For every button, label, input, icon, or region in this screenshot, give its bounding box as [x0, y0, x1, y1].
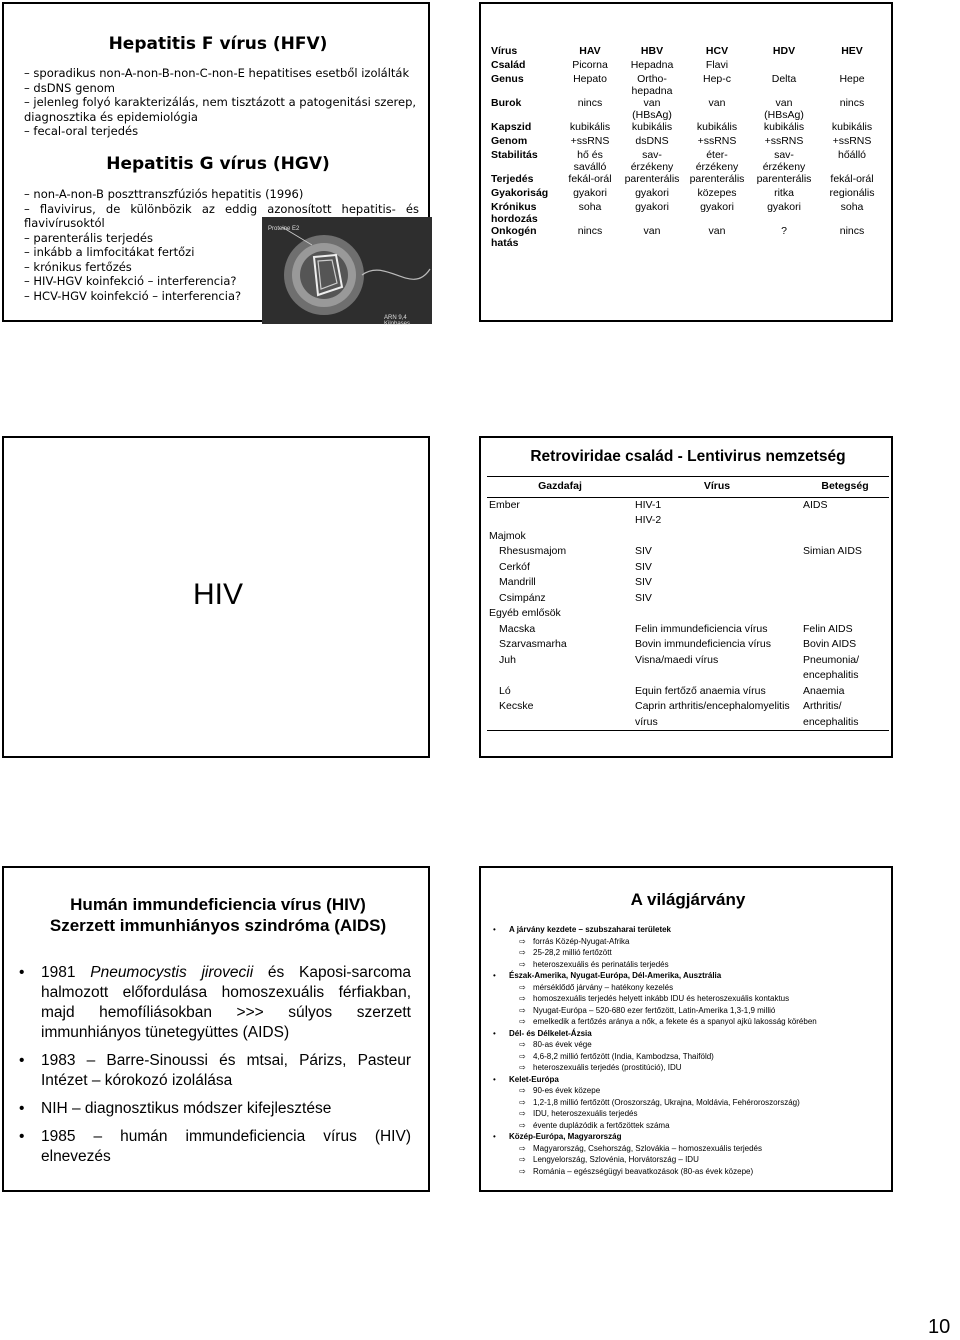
virus-cell [633, 606, 801, 622]
table-cell: fekál-orál [568, 173, 612, 185]
host-cell: Majmok [489, 529, 526, 542]
table-cell: éter- érzékeny [695, 149, 739, 173]
table-cell: Hepato [573, 73, 607, 85]
hiv-history-title [4, 894, 432, 936]
table-row [487, 497, 889, 513]
table-cell [817, 59, 887, 73]
host-cell [487, 513, 633, 529]
table-cell: gyakori [700, 201, 734, 213]
virus-cell: Bovin immundeficiencia vírus [635, 638, 771, 650]
hfv-list [24, 66, 419, 139]
virus-cell: Equin fertőző anaemia vírus [635, 684, 766, 697]
hgv-item: – non-A-non-B poszttranszfúziós hepatitis (1996) [24, 187, 304, 201]
host-cell: Csimpánz [499, 591, 546, 604]
table-cell: kubikális [569, 121, 611, 133]
table-cell: gyakori [573, 187, 607, 199]
pandemic-title: A világjárvány [630, 890, 746, 909]
host-cell: Cerkóf [499, 560, 530, 573]
hiv-history-list [19, 963, 411, 1175]
history-bullet: • 1983 – Barre-Sinoussi és mtsai, Párizs, Pasteur Intézet – kórokozó izolálása [19, 1051, 411, 1091]
title-line: Humán immundeficiencia vírus (HIV) [70, 895, 366, 914]
table-row [489, 97, 887, 121]
region-detail: ⇨ 25-28,2 millió fertőzött [491, 947, 889, 959]
table-row [489, 149, 887, 173]
host-cell: Mandrill [499, 576, 536, 588]
region-detail: ⇨ mérséklődő járvány – hatékony kezelés [491, 982, 889, 994]
table-cell: nincs [839, 225, 865, 237]
hepatitis-virus-table [489, 45, 887, 249]
table-cell: gyakori [767, 201, 801, 213]
virus-cell: SIV [635, 591, 652, 604]
table-cell: Hepadna [630, 59, 674, 71]
slide-retroviridae [479, 436, 893, 758]
table-cell: gyakori [635, 187, 669, 199]
table-cell: +ssRNS [764, 135, 804, 147]
host-cell: Ló [499, 684, 511, 697]
slide-hepatitis-table [479, 2, 893, 322]
table-cell: Onkogén hatás [491, 225, 537, 249]
table-cell: nincs [577, 97, 603, 109]
table-cell: +ssRNS [832, 135, 872, 147]
table-header-row [487, 477, 889, 498]
hgv-item: – HIV-HGV koinfekció – interferencia? [24, 274, 237, 288]
table-cell: van [643, 225, 661, 237]
region-detail: ⇨ heteroszexuális és perinatális terjedés [491, 959, 889, 971]
host-cell: Juh [499, 653, 516, 666]
header-cell: Vírus [491, 45, 518, 57]
table-row [487, 622, 889, 638]
table-row [489, 135, 887, 149]
disease-cell: Pneumonia/ encephalitis [803, 653, 860, 681]
table-row [489, 225, 887, 249]
lentivirus-table [487, 476, 889, 731]
header-cell: HCV [705, 45, 729, 57]
table-cell: hő és saválló [573, 149, 607, 173]
header-cell: HBV [640, 45, 664, 57]
header-cell: HDV [772, 45, 796, 57]
table-cell: nincs [839, 97, 865, 109]
disease-cell: Felin AIDS [803, 622, 853, 635]
table-cell: parenterális [624, 173, 680, 185]
table-row [489, 73, 887, 97]
table-cell: sav- érzékeny [762, 149, 806, 173]
hfv-item: – dsDNS genom [24, 80, 116, 95]
history-bullet: • 1981 Pneumocystis jirovecii és Kaposi-sarcoma halmozott előfordulása homoszexuális férfiakban, majd hemofíliásokban >>> súlyos szerzett immunhiányos tünetegyüttes (AIDS) [19, 963, 411, 1043]
table-cell: kubikális [763, 121, 805, 133]
disease-cell [801, 529, 889, 545]
region-detail: ⇨ heteroszexuális terjedés (prostitúció), IDU [491, 1062, 889, 1074]
virus-cell: HIV-2 [635, 514, 662, 526]
region-heading: • A járvány kezdete – szubszaharai területek [491, 924, 889, 936]
slide-hiv-title [2, 436, 430, 758]
table-cell: hőálló [837, 149, 867, 161]
table-cell: Hep-c [702, 73, 731, 85]
region-detail: ⇨ Románia – egészségügyi beavatkozások (80-as évek közepe) [491, 1166, 889, 1178]
table-cell: közepes [697, 187, 737, 199]
table-row [489, 201, 887, 225]
table-row [487, 591, 889, 607]
table-row [487, 699, 889, 731]
region-heading: • Közép-Európa, Magyarország [491, 1131, 889, 1143]
table-cell: Burok [491, 97, 522, 109]
table-cell: van [708, 97, 726, 109]
table-cell: van (HBsAg) [764, 97, 804, 121]
virus-cell: Visna/maedi vírus [635, 653, 719, 666]
table-cell: soha [840, 201, 864, 213]
virus-cell: HIV-1 [635, 498, 662, 511]
table-cell: Stabilitás [491, 149, 538, 161]
disease-cell [801, 606, 889, 622]
hiv-title: HIV [192, 578, 243, 611]
host-cell: Rhesusmajom [499, 545, 567, 557]
header-cell: Gazdafaj [487, 477, 633, 498]
virus-cell: Caprin arthritis/encephalomyelitis vírus [633, 699, 801, 731]
table-cell: dsDNS [635, 135, 669, 147]
hgv-item: – flavivirus, de különbözik az eddig azonosított hepatitis- és [24, 201, 419, 216]
table-row [489, 173, 887, 187]
hfv-item: – fecal-oral terjedés [24, 124, 139, 138]
disease-cell: AIDS [803, 498, 828, 511]
pandemic-list [491, 924, 889, 1177]
table-row [489, 59, 887, 73]
region-detail: ⇨ 4,6-8,2 millió fertőzött (India, Kambodzsa, Thaiföld) [491, 1051, 889, 1063]
table-row [487, 529, 889, 545]
image-label: ARN 9,4 Kilobases [384, 315, 411, 327]
hgv-item: – inkább a limfocitákat fertőzi [24, 245, 195, 259]
virus-cell: SIV [635, 545, 652, 557]
region-detail: ⇨ Lengyelország, Szlovénia, Horvátország – IDU [491, 1154, 889, 1166]
disease-cell [801, 591, 889, 607]
table-cell: Genom [491, 135, 528, 147]
hfv-item: – jelenleg folyó karakterizálás, nem tisztázott a patogenitási szerep, [24, 95, 417, 109]
table-cell: ritka [774, 187, 794, 199]
table-cell: Flavi [705, 59, 729, 71]
table-cell: Kapszid [491, 121, 532, 133]
table-cell: kubikális [631, 121, 673, 133]
virus-cell: SIV [635, 560, 652, 573]
table-cell: kubikális [831, 121, 873, 133]
hgv-item: – krónikus fertőzés [24, 259, 132, 274]
table-row [487, 575, 889, 591]
table-cell: ? [781, 225, 787, 237]
host-cell: Ember [489, 498, 520, 511]
image-label: Proteine E2 [268, 226, 300, 232]
header-cell: Betegség [801, 477, 889, 498]
disease-cell: Bovin AIDS [803, 638, 857, 650]
region-detail: ⇨ 90-es évek közepe [491, 1085, 889, 1097]
region-detail: ⇨ 1,2-1,8 millió fertőzött (Oroszország, Ukrajna, Moldávia, Fehéroroszország) [491, 1097, 889, 1109]
table-cell: Picorna [572, 59, 608, 71]
host-cell: Egyéb emlősök [489, 607, 561, 619]
hgv-item: flavivírusoktól [24, 216, 105, 230]
table-cell: Gyakoriság [491, 187, 549, 199]
hgv-item: – HCV-HGV koinfekció – interferencia? [24, 288, 242, 303]
table-row [489, 187, 887, 201]
table-cell: Terjedés [491, 173, 534, 185]
virus-cell [633, 529, 801, 545]
table-cell: Család [491, 59, 526, 71]
hgv-item: – parenterális terjedés [24, 230, 153, 245]
slide-hepatitis-f-g [2, 2, 430, 327]
table-cell: van [708, 225, 726, 237]
region-detail: ⇨ Nyugat-Európa – 520-680 ezer fertőzött, Latin-Amerika 1,3-1,9 millió [491, 1005, 889, 1017]
table-row [487, 684, 889, 700]
region-detail: ⇨ Magyarország, Csehország, Szlovákia – homoszexuális terjedés [491, 1143, 889, 1155]
disease-cell: Simian AIDS [803, 545, 862, 557]
title-line: Szerzett immunhiányos szindróma (AIDS) [49, 916, 387, 935]
table-cell: regionális [829, 187, 875, 199]
table-row [487, 653, 889, 684]
table-row [487, 513, 889, 529]
host-cell: Kecske [487, 699, 633, 731]
table-cell: Genus [491, 73, 524, 85]
hgv-title: Hepatitis G vírus (HGV) [106, 154, 330, 174]
hgv-virus-image [262, 217, 432, 327]
table-cell: Delta [771, 73, 797, 85]
table-cell: Ortho- hepadna [631, 73, 673, 97]
disease-cell: Anaemia [803, 684, 845, 697]
slide-hiv-history [2, 866, 430, 1192]
header-cell: HEV [841, 45, 863, 57]
table-cell: +ssRNS [697, 135, 737, 147]
virus-illustration [262, 217, 432, 324]
table-cell: van (HBsAg) [632, 97, 672, 121]
region-detail: ⇨ IDU, heteroszexuális terjedés [491, 1108, 889, 1120]
table-row [487, 606, 889, 622]
header-cell: Vírus [633, 477, 801, 498]
disease-cell [801, 575, 889, 591]
species-name: Pneumocystis jirovecii [90, 964, 254, 981]
table-row [487, 560, 889, 576]
host-cell: Szarvasmarha [499, 638, 567, 650]
virus-cell: Felin immundeficiencia vírus [635, 622, 768, 635]
table-row [487, 544, 889, 560]
table-cell: parenterális [756, 173, 812, 185]
table-cell: soha [578, 201, 602, 213]
table-cell: nincs [577, 225, 603, 237]
table-cell: +ssRNS [570, 135, 610, 147]
table-cell: Krónikus hordozás [491, 201, 538, 225]
hfv-item: – sporadikus non-A-non-B-non-C-non-E hepatitises esetből izolálták [24, 66, 410, 80]
table-cell: sav- érzékeny [630, 149, 674, 173]
table-cell [751, 59, 817, 73]
hfv-title: Hepatitis F vírus (HFV) [108, 34, 328, 54]
hfv-item: diagnosztika és epidemiológia [24, 109, 198, 124]
history-bullet: • NIH – diagnosztikus módszer kifejlesztése [19, 1099, 411, 1119]
retroviridae-title: Retroviridae család - Lentivirus nemzetség [530, 448, 846, 465]
table-cell: fekál-orál [830, 173, 874, 185]
host-cell: Macska [499, 622, 536, 635]
region-detail: ⇨ évente duplázódik a fertőzöttek száma [491, 1120, 889, 1132]
disease-cell [801, 513, 889, 529]
header-cell: HAV [579, 45, 601, 57]
table-cell: Hepe [839, 73, 865, 85]
slide-pandemic [479, 866, 893, 1192]
table-row [489, 121, 887, 135]
region-heading: • Észak-Amerika, Nyugat-Európa, Dél-Amerika, Ausztrália [491, 970, 889, 982]
region-heading: • Dél- és Délkelet-Ázsia [491, 1028, 889, 1040]
region-heading: • Kelet-Európa [491, 1074, 889, 1086]
disease-cell [801, 560, 889, 576]
region-detail: ⇨ emelkedik a fertőzés aránya a nők, a fekete és a spanyol ajkú lakosság körében [491, 1016, 889, 1028]
region-detail: ⇨ forrás Közép-Nyugat-Afrika [491, 936, 889, 948]
disease-cell: Arthritis/ encephalitis [801, 699, 889, 731]
table-cell: kubikális [696, 121, 738, 133]
table-header-row [489, 45, 887, 59]
page-number: 10 [928, 1316, 951, 1338]
region-detail: ⇨ 80-as évek vége [491, 1039, 889, 1051]
history-bullet: • 1985 – humán immundeficiencia vírus (HIV) elnevezés [19, 1127, 411, 1167]
table-row [487, 637, 889, 653]
table-cell: gyakori [635, 201, 669, 213]
virus-cell: SIV [635, 576, 652, 588]
table-cell: parenterális [689, 173, 745, 185]
region-detail: ⇨ homoszexuális terjedés helyett inkább IDU és heteroszexuális kontaktus [491, 993, 889, 1005]
